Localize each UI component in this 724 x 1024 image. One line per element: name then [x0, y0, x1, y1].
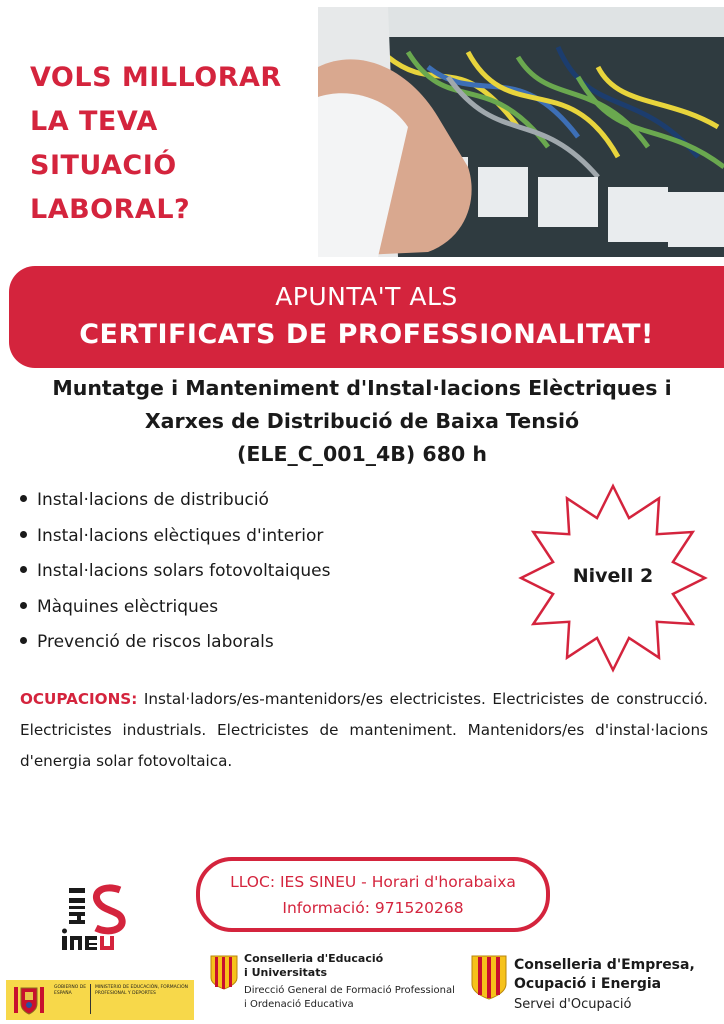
employment-name: Conselleria d'Empresa, Ocupació i Energia	[514, 957, 695, 992]
headline	[30, 56, 310, 232]
headline-line: LABORAL?	[30, 194, 191, 225]
headline-line: SITUACIÓ	[30, 150, 177, 181]
education-name: Conselleria d'Educació i Universitats	[244, 952, 384, 979]
employment-ministry-logo	[466, 950, 724, 1020]
headline-line: VOLS MILLORAR	[30, 62, 282, 93]
course-title-line: Xarxes de Distribució de Baixa Tensió	[144, 409, 580, 433]
bullet-icon	[20, 531, 27, 538]
occupations-paragraph	[20, 684, 708, 777]
module-list	[20, 483, 520, 661]
course-title-line: Muntatge i Manteniment d'Instal·lacions Elèctriques i	[52, 376, 672, 400]
list-item: Màquines elèctriques	[20, 590, 520, 626]
level-label: Nivell 2	[572, 565, 654, 587]
phone-text: Informació: 971520268	[282, 899, 464, 917]
divider	[90, 984, 91, 1014]
course-code: (ELE_C_001_4B) 680 h	[237, 442, 487, 466]
education-ministry-logo	[206, 950, 466, 1020]
list-item: Prevenció de riscos laborals	[20, 625, 520, 661]
headline-line: LA TEVA	[30, 106, 158, 137]
electrician-photo	[318, 7, 724, 257]
occupations-label: OCUPACIONS:	[20, 690, 138, 708]
occupations-text: Instal·ladors/es-mantenidors/es electricistes. Electricistes de construcció. Electricistes industrials. Electricistes de manteniment. Mantenidors/es d'instal·lacions d'energia solar fotovoltaica.	[20, 690, 708, 770]
banner-line-1: APUNTA'T ALS	[275, 282, 458, 311]
bullet-icon	[20, 602, 27, 609]
spain-gov-text: GOBIERNO DE ESPAÑA	[54, 985, 87, 996]
list-item: Instal·lacions solars fotovoltaiques	[20, 554, 520, 590]
call-to-action-banner	[9, 266, 724, 368]
ies-sineu-logo	[60, 882, 140, 954]
bullet-icon	[20, 566, 27, 573]
banner-line-2: CERTIFICATS DE PROFESSIONALITAT!	[79, 319, 654, 350]
education-department: Direcció General de Formació Professional i Ordenació Educativa	[244, 985, 455, 1010]
course-title	[10, 372, 714, 471]
ministry-text: MINISTERIO DE EDUCACIÓN, FORMACIÓN PROFESIONAL Y DEPORTES	[95, 985, 189, 996]
location-text: LLOC: IES SINEU - Horari d'horabaixa	[230, 873, 516, 891]
spain-shield-icon	[12, 984, 46, 1016]
list-item: Instal·lacions de distribució	[20, 483, 520, 519]
level-badge	[518, 483, 708, 673]
list-item: Instal·lacions elèctiques d'interior	[20, 519, 520, 555]
bullet-icon	[20, 495, 27, 502]
balearic-flag-icon	[470, 954, 508, 1000]
info-box	[196, 857, 550, 932]
bullet-icon	[20, 637, 27, 644]
balearic-flag-icon	[209, 954, 239, 990]
spain-government-logo	[6, 980, 194, 1020]
employment-department: Servei d'Ocupació	[514, 997, 632, 1012]
